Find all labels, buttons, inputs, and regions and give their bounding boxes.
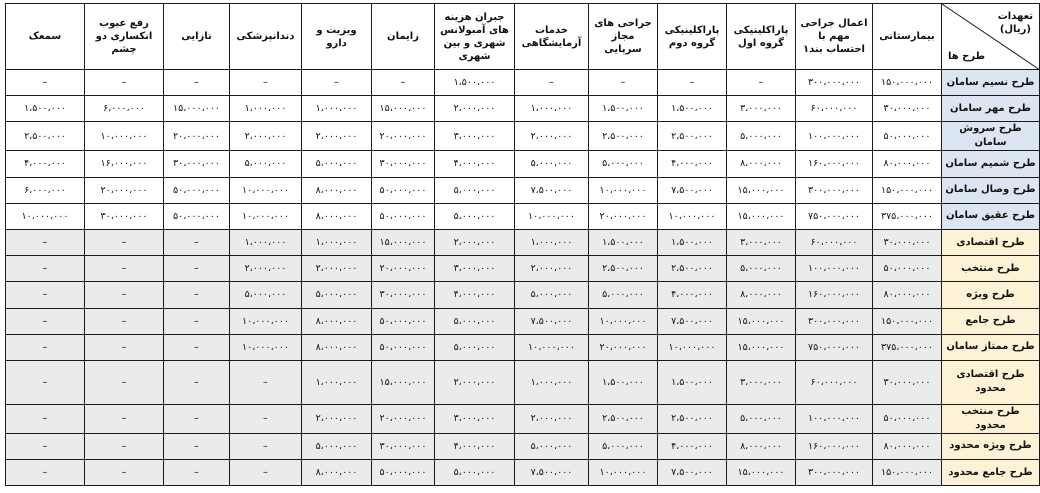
value-cell: ۱۰،۰۰۰،۰۰۰ (658, 203, 727, 229)
corner-label-commitments: تعهدات (997, 11, 1033, 22)
value-cell: ۱،۵۰۰،۰۰۰ (435, 70, 515, 96)
value-cell: ۲،۰۰۰،۰۰۰ (435, 96, 515, 122)
value-cell: – (164, 229, 230, 255)
plan-name-cell: طرح نسیم سامان (942, 70, 1040, 96)
value-cell: ۲،۰۰۰،۰۰۰ (435, 360, 515, 404)
value-cell: ۱،۵۰۰،۰۰۰ (6, 96, 85, 122)
value-cell: ۳۰،۰۰۰،۰۰۰ (873, 229, 942, 255)
value-cell: ۱۵،۰۰۰،۰۰۰ (372, 360, 435, 404)
value-cell: – (164, 282, 230, 308)
column-header: پاراکلینیکی گروه دوم (658, 4, 727, 70)
value-cell: ۸۰،۰۰۰،۰۰۰ (873, 282, 942, 308)
value-cell: ۷،۵۰۰،۰۰۰ (515, 308, 589, 334)
value-cell: ۵،۰۰۰،۰۰۰ (727, 256, 796, 282)
column-header: خدمات آزمایشگاهی (515, 4, 589, 70)
value-cell: ۵۰،۰۰۰،۰۰۰ (372, 334, 435, 360)
value-cell: ۵،۰۰۰،۰۰۰ (302, 282, 372, 308)
value-cell: ۱،۰۰۰،۰۰۰ (302, 360, 372, 404)
value-cell: ۳۰۰،۰۰۰،۰۰۰ (796, 460, 873, 486)
value-cell: ۳۰،۰۰۰،۰۰۰ (873, 360, 942, 404)
value-cell: ۱۶،۰۰۰،۰۰۰ (85, 151, 164, 177)
table-row (6, 256, 1040, 282)
table-row (6, 151, 1040, 177)
column-header: جراحی های مجاز سرپایی (589, 4, 658, 70)
value-cell: ۵۰،۰۰۰،۰۰۰ (164, 177, 230, 203)
column-header: رفع عیوب انکساری دو چشم (85, 4, 164, 70)
column-header: نازایی (164, 4, 230, 70)
value-cell: ۴،۰۰۰،۰۰۰ (658, 282, 727, 308)
value-cell: ۷،۵۰۰،۰۰۰ (658, 177, 727, 203)
value-cell: ۴،۰۰۰،۰۰۰ (435, 433, 515, 459)
value-cell: ۲،۵۰۰،۰۰۰ (658, 256, 727, 282)
value-cell: ۲۰،۰۰۰،۰۰۰ (164, 122, 230, 151)
value-cell: ۲،۰۰۰،۰۰۰ (515, 404, 589, 433)
value-cell: ۱،۵۰۰،۰۰۰ (589, 96, 658, 122)
value-cell: ۱۰،۰۰۰،۰۰۰ (85, 122, 164, 151)
plan-name-cell: طرح عقیق سامان (942, 203, 1040, 229)
table-row (6, 308, 1040, 334)
value-cell: ۵۰،۰۰۰،۰۰۰ (372, 177, 435, 203)
coverage-table-wrapper (5, 3, 1036, 490)
value-cell: ۱۵،۰۰۰،۰۰۰ (727, 334, 796, 360)
value-cell: – (85, 334, 164, 360)
value-cell: ۳۰،۰۰۰،۰۰۰ (164, 151, 230, 177)
value-cell: – (164, 334, 230, 360)
value-cell: ۵،۰۰۰،۰۰۰ (302, 433, 372, 459)
corner-cell (942, 4, 1040, 70)
value-cell: ۲،۵۰۰،۰۰۰ (6, 122, 85, 151)
value-cell: ۱،۵۰۰،۰۰۰ (658, 229, 727, 255)
value-cell: ۵،۰۰۰،۰۰۰ (589, 433, 658, 459)
value-cell: ۱،۵۰۰،۰۰۰ (658, 360, 727, 404)
value-cell: – (6, 360, 85, 404)
value-cell: – (6, 334, 85, 360)
table-row (6, 177, 1040, 203)
value-cell: – (164, 404, 230, 433)
value-cell: ۵۰،۰۰۰،۰۰۰ (873, 404, 942, 433)
value-cell: – (85, 256, 164, 282)
value-cell: ۵،۰۰۰،۰۰۰ (435, 177, 515, 203)
corner-label-plans: طرح ها (948, 51, 986, 62)
table-row (6, 433, 1040, 459)
value-cell: ۱۵۰،۰۰۰،۰۰۰ (873, 177, 942, 203)
value-cell: ۳۷۵،۰۰۰،۰۰۰ (873, 203, 942, 229)
value-cell: ۴،۰۰۰،۰۰۰ (435, 282, 515, 308)
value-cell: ۱۰،۰۰۰،۰۰۰ (589, 308, 658, 334)
value-cell: ۲،۰۰۰،۰۰۰ (230, 122, 302, 151)
value-cell: ۲۰،۰۰۰،۰۰۰ (589, 334, 658, 360)
value-cell: ۲۰،۰۰۰،۰۰۰ (372, 256, 435, 282)
value-cell: ۳۷۵،۰۰۰،۰۰۰ (873, 334, 942, 360)
value-cell: ۳۰،۰۰۰،۰۰۰ (372, 282, 435, 308)
value-cell: ۸،۰۰۰،۰۰۰ (727, 282, 796, 308)
table-row (6, 334, 1040, 360)
value-cell: ۶۰،۰۰۰،۰۰۰ (796, 360, 873, 404)
value-cell: ۱۰،۰۰۰،۰۰۰ (230, 308, 302, 334)
value-cell: ۲،۰۰۰،۰۰۰ (515, 122, 589, 151)
value-cell: – (658, 70, 727, 96)
value-cell: ۱۰،۰۰۰،۰۰۰ (589, 460, 658, 486)
value-cell: ۵،۰۰۰،۰۰۰ (727, 404, 796, 433)
plan-name-cell: طرح منتخب محدود (942, 404, 1040, 433)
plan-name-cell: طرح ویژه محدود (942, 433, 1040, 459)
plan-name-cell: طرح سروش سامان (942, 122, 1040, 151)
value-cell: – (85, 460, 164, 486)
table-body (6, 70, 1040, 486)
value-cell: – (230, 404, 302, 433)
plan-name-cell: طرح اقتصادی محدود (942, 360, 1040, 404)
value-cell: ۱۰۰،۰۰۰،۰۰۰ (796, 404, 873, 433)
value-cell: – (6, 229, 85, 255)
value-cell: – (230, 360, 302, 404)
value-cell: ۵۰،۰۰۰،۰۰۰ (372, 203, 435, 229)
coverage-table (5, 3, 1040, 486)
value-cell: ۴،۰۰۰،۰۰۰ (435, 151, 515, 177)
value-cell: ۱،۰۰۰،۰۰۰ (302, 229, 372, 255)
value-cell: ۲،۰۰۰،۰۰۰ (302, 404, 372, 433)
value-cell: ۱،۰۰۰،۰۰۰ (515, 96, 589, 122)
value-cell: – (85, 433, 164, 459)
plan-name-cell: طرح مهر سامان (942, 96, 1040, 122)
value-cell: ۳،۰۰۰،۰۰۰ (435, 256, 515, 282)
column-header: بیمارستانی (873, 4, 942, 70)
plan-name-cell: طرح ممتاز سامان (942, 334, 1040, 360)
value-cell: – (372, 70, 435, 96)
value-cell: ۱،۰۰۰،۰۰۰ (230, 229, 302, 255)
value-cell: ۳،۰۰۰،۰۰۰ (435, 404, 515, 433)
value-cell: ۲۰،۰۰۰،۰۰۰ (589, 203, 658, 229)
value-cell: – (85, 360, 164, 404)
plan-name-cell: طرح شمیم سامان (942, 151, 1040, 177)
value-cell: ۱،۵۰۰،۰۰۰ (589, 360, 658, 404)
value-cell: ۲۰،۰۰۰،۰۰۰ (85, 177, 164, 203)
value-cell: – (85, 70, 164, 96)
value-cell: ۵،۰۰۰،۰۰۰ (515, 151, 589, 177)
value-cell: ۱۵۰،۰۰۰،۰۰۰ (873, 308, 942, 334)
column-header: دندانپزشکی (230, 4, 302, 70)
value-cell: – (164, 256, 230, 282)
value-cell: ۲،۵۰۰،۰۰۰ (589, 404, 658, 433)
table-row (6, 404, 1040, 433)
value-cell: ۵،۰۰۰،۰۰۰ (435, 334, 515, 360)
value-cell: ۲،۵۰۰،۰۰۰ (589, 256, 658, 282)
column-header: اعمال جراحی مهم با احتساب بند۱ (796, 4, 873, 70)
value-cell: ۵،۰۰۰،۰۰۰ (435, 308, 515, 334)
value-cell: ۸،۰۰۰،۰۰۰ (302, 308, 372, 334)
value-cell: ۲،۵۰۰،۰۰۰ (658, 122, 727, 151)
value-cell: – (230, 433, 302, 459)
value-cell: ۴،۰۰۰،۰۰۰ (658, 151, 727, 177)
value-cell: ۱۰،۰۰۰،۰۰۰ (515, 203, 589, 229)
value-cell: – (164, 460, 230, 486)
value-cell: ۲،۰۰۰،۰۰۰ (435, 229, 515, 255)
value-cell: ۲۰،۰۰۰،۰۰۰ (372, 404, 435, 433)
column-header: پاراکلینیکی گروه اول (727, 4, 796, 70)
table-row (6, 229, 1040, 255)
table-row (6, 460, 1040, 486)
value-cell: ۳،۰۰۰،۰۰۰ (727, 229, 796, 255)
value-cell: – (164, 70, 230, 96)
value-cell: ۱۰۰،۰۰۰،۰۰۰ (796, 256, 873, 282)
table-row (6, 203, 1040, 229)
value-cell: ۲،۵۰۰،۰۰۰ (658, 404, 727, 433)
value-cell: ۲،۰۰۰،۰۰۰ (230, 256, 302, 282)
value-cell: – (6, 433, 85, 459)
value-cell: ۵،۰۰۰،۰۰۰ (589, 282, 658, 308)
corner-label-unit: (ریال) (999, 24, 1031, 35)
value-cell: – (85, 229, 164, 255)
plan-name-cell: طرح اقتصادی (942, 229, 1040, 255)
value-cell: ۱۰،۰۰۰،۰۰۰ (230, 334, 302, 360)
plan-name-cell: طرح جامع (942, 308, 1040, 334)
value-cell: ۶۰،۰۰۰،۰۰۰ (796, 96, 873, 122)
value-cell: ۵،۰۰۰،۰۰۰ (435, 460, 515, 486)
value-cell: ۵،۰۰۰،۰۰۰ (230, 282, 302, 308)
value-cell: ۱۵،۰۰۰،۰۰۰ (372, 96, 435, 122)
value-cell: ۴،۰۰۰،۰۰۰ (6, 151, 85, 177)
value-cell: ۵۰،۰۰۰،۰۰۰ (164, 203, 230, 229)
value-cell: ۲۰،۰۰۰،۰۰۰ (372, 122, 435, 151)
value-cell: ۱۵،۰۰۰،۰۰۰ (727, 177, 796, 203)
value-cell: – (230, 70, 302, 96)
header-row (6, 4, 1040, 70)
value-cell: ۱۰،۰۰۰،۰۰۰ (658, 334, 727, 360)
value-cell: ۸،۰۰۰،۰۰۰ (302, 460, 372, 486)
value-cell: ۲،۰۰۰،۰۰۰ (515, 256, 589, 282)
value-cell: ۳۰،۰۰۰،۰۰۰ (372, 151, 435, 177)
value-cell: ۱۰،۰۰۰،۰۰۰ (515, 334, 589, 360)
value-cell: – (6, 404, 85, 433)
value-cell: ۵،۰۰۰،۰۰۰ (727, 122, 796, 151)
value-cell: ۱،۰۰۰،۰۰۰ (515, 229, 589, 255)
value-cell: – (6, 70, 85, 96)
value-cell: ۳۰۰،۰۰۰،۰۰۰ (796, 70, 873, 96)
plan-name-cell: طرح منتخب (942, 256, 1040, 282)
value-cell: ۸،۰۰۰،۰۰۰ (302, 177, 372, 203)
value-cell: – (164, 433, 230, 459)
value-cell: – (230, 460, 302, 486)
value-cell: ۱،۰۰۰،۰۰۰ (515, 360, 589, 404)
column-header: ویزیت و دارو (302, 4, 372, 70)
value-cell: ۵،۰۰۰،۰۰۰ (515, 433, 589, 459)
plan-name-cell: طرح جامع محدود (942, 460, 1040, 486)
value-cell: – (302, 70, 372, 96)
value-cell: ۱۵،۰۰۰،۰۰۰ (727, 203, 796, 229)
value-cell: ۸،۰۰۰،۰۰۰ (727, 151, 796, 177)
value-cell: ۳۰۰،۰۰۰،۰۰۰ (796, 177, 873, 203)
value-cell: ۱،۰۰۰،۰۰۰ (302, 96, 372, 122)
value-cell: ۵۰،۰۰۰،۰۰۰ (372, 460, 435, 486)
value-cell: ۵۰،۰۰۰،۰۰۰ (873, 256, 942, 282)
value-cell: ۵،۰۰۰،۰۰۰ (230, 151, 302, 177)
value-cell: ۵،۰۰۰،۰۰۰ (515, 282, 589, 308)
value-cell: – (164, 360, 230, 404)
value-cell: ۱،۰۰۰،۰۰۰ (230, 96, 302, 122)
value-cell: – (85, 282, 164, 308)
value-cell: ۳،۰۰۰،۰۰۰ (727, 360, 796, 404)
value-cell: ۷،۵۰۰،۰۰۰ (515, 460, 589, 486)
value-cell: ۱۰،۰۰۰،۰۰۰ (589, 177, 658, 203)
value-cell: ۷،۵۰۰،۰۰۰ (658, 308, 727, 334)
value-cell: ۱۰،۰۰۰،۰۰۰ (6, 203, 85, 229)
table-row (6, 360, 1040, 404)
value-cell: ۱۰۰،۰۰۰،۰۰۰ (796, 122, 873, 151)
value-cell: ۱،۵۰۰،۰۰۰ (658, 96, 727, 122)
value-cell: ۳۰،۰۰۰،۰۰۰ (85, 203, 164, 229)
value-cell: ۷،۵۰۰،۰۰۰ (515, 177, 589, 203)
value-cell: – (515, 70, 589, 96)
value-cell: ۵۰،۰۰۰،۰۰۰ (873, 122, 942, 151)
value-cell: ۱۵۰،۰۰۰،۰۰۰ (873, 460, 942, 486)
value-cell: ۱۶۰،۰۰۰،۰۰۰ (796, 282, 873, 308)
value-cell: ۱،۵۰۰،۰۰۰ (589, 229, 658, 255)
value-cell: ۱۵۰،۰۰۰،۰۰۰ (873, 70, 942, 96)
table-row (6, 282, 1040, 308)
value-cell: ۲،۰۰۰،۰۰۰ (302, 256, 372, 282)
value-cell: ۵،۰۰۰،۰۰۰ (302, 151, 372, 177)
value-cell: ۱۶۰،۰۰۰،۰۰۰ (796, 433, 873, 459)
value-cell: – (589, 70, 658, 96)
value-cell: ۷،۵۰۰،۰۰۰ (658, 460, 727, 486)
value-cell: – (6, 308, 85, 334)
value-cell: – (164, 308, 230, 334)
value-cell: ۲،۵۰۰،۰۰۰ (589, 122, 658, 151)
value-cell: ۷۵۰،۰۰۰،۰۰۰ (796, 203, 873, 229)
value-cell: ۶۰،۰۰۰،۰۰۰ (796, 229, 873, 255)
value-cell: ۱۵،۰۰۰،۰۰۰ (372, 229, 435, 255)
value-cell: ۶،۰۰۰،۰۰۰ (6, 177, 85, 203)
plan-name-cell: طرح وصال سامان (942, 177, 1040, 203)
value-cell: ۳۰،۰۰۰،۰۰۰ (873, 96, 942, 122)
value-cell: ۸۰،۰۰۰،۰۰۰ (873, 151, 942, 177)
value-cell: – (85, 308, 164, 334)
value-cell: ۵،۰۰۰،۰۰۰ (589, 151, 658, 177)
corner-header-top (998, 10, 1033, 36)
value-cell: ۸،۰۰۰،۰۰۰ (302, 203, 372, 229)
value-cell: ۸،۰۰۰،۰۰۰ (727, 433, 796, 459)
value-cell: ۸،۰۰۰،۰۰۰ (302, 334, 372, 360)
value-cell: ۱۰،۰۰۰،۰۰۰ (230, 177, 302, 203)
value-cell: ۴،۰۰۰،۰۰۰ (658, 433, 727, 459)
value-cell: ۷۵۰،۰۰۰،۰۰۰ (796, 334, 873, 360)
column-header: جبران هزینه های آمبولانس شهری و بین شهری (435, 4, 515, 70)
value-cell: ۵۰،۰۰۰،۰۰۰ (372, 308, 435, 334)
value-cell: ۵،۰۰۰،۰۰۰ (435, 203, 515, 229)
table-row (6, 70, 1040, 96)
plan-name-cell: طرح ویژه (942, 282, 1040, 308)
value-cell: ۳۰،۰۰۰،۰۰۰ (372, 433, 435, 459)
value-cell: ۳،۰۰۰،۰۰۰ (435, 122, 515, 151)
value-cell: ۱۶۰،۰۰۰،۰۰۰ (796, 151, 873, 177)
value-cell: – (6, 256, 85, 282)
table-row (6, 96, 1040, 122)
column-header: سمعک (6, 4, 85, 70)
value-cell: ۳،۰۰۰،۰۰۰ (727, 96, 796, 122)
value-cell: – (6, 460, 85, 486)
value-cell: ۱۵،۰۰۰،۰۰۰ (727, 460, 796, 486)
value-cell: ۱۵،۰۰۰،۰۰۰ (727, 308, 796, 334)
value-cell: ۶،۰۰۰،۰۰۰ (85, 96, 164, 122)
value-cell: ۱۰،۰۰۰،۰۰۰ (230, 203, 302, 229)
column-header: زایمان (372, 4, 435, 70)
value-cell: ۸۰،۰۰۰،۰۰۰ (873, 433, 942, 459)
value-cell: ۱۵،۰۰۰،۰۰۰ (164, 96, 230, 122)
table-row (6, 122, 1040, 151)
value-cell: ۳۰۰،۰۰۰،۰۰۰ (796, 308, 873, 334)
value-cell: – (727, 70, 796, 96)
value-cell: – (85, 404, 164, 433)
value-cell: – (6, 282, 85, 308)
value-cell: ۲،۰۰۰،۰۰۰ (302, 122, 372, 151)
